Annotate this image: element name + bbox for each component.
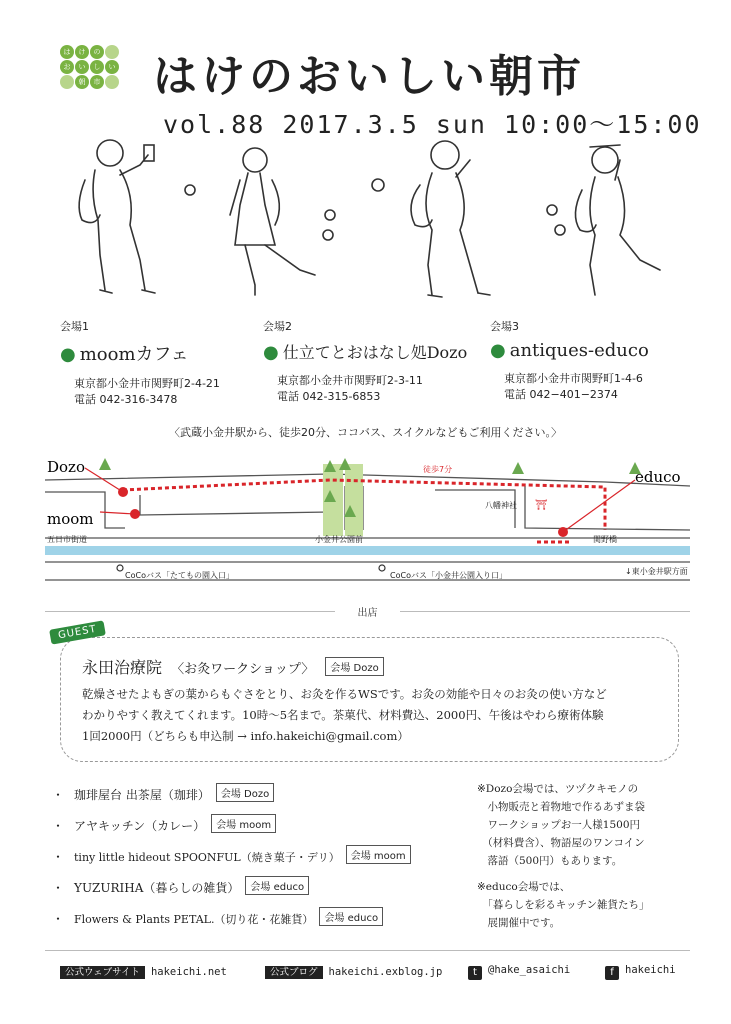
logo-dot: け bbox=[75, 45, 89, 59]
twitter-icon: t bbox=[468, 966, 482, 980]
bus-stop-icon bbox=[117, 565, 123, 571]
note-line: 展開催中です。 bbox=[477, 917, 561, 929]
map-label-street: 五日市街道 bbox=[47, 535, 87, 544]
event-dateline: vol.88 2017.3.5 sun 10:00～15:00 bbox=[163, 110, 702, 139]
venue-value: educo bbox=[347, 913, 379, 924]
guest-tag: GUEST bbox=[49, 620, 106, 644]
logo bbox=[60, 45, 130, 89]
venue-name-text: moomカフェ bbox=[79, 344, 189, 365]
blog-link[interactable]: hakeichi.exblog.jp bbox=[328, 966, 443, 978]
guest-description bbox=[82, 684, 672, 747]
venue-value: educo bbox=[273, 882, 305, 893]
guest-line: 乾燥させたよもぎの葉からもぐさをとり、お灸を作るWSです。お灸の効能や日々のお灸の使い方など bbox=[82, 687, 607, 701]
venue-label: 会場 bbox=[250, 882, 271, 893]
access-note: 〈武蔵小金井駅から、徒歩20分、ココバス、スイクルなどもご利用ください。〉 bbox=[168, 426, 563, 439]
bullet-icon: ● bbox=[60, 344, 76, 365]
map-label-shrine: 八幡神社 bbox=[485, 501, 517, 510]
vendor-name: Flowers & Plants PETAL.（切り花・花雑貨） bbox=[74, 913, 314, 926]
map-label-bridge: 関野橋 bbox=[593, 535, 617, 544]
venue-label: 会場3 bbox=[490, 320, 519, 333]
person-figure bbox=[79, 140, 155, 293]
logo-dot bbox=[105, 75, 119, 89]
vendor-venue-tag bbox=[346, 845, 411, 864]
venue-phone: 電話 042-315-6853 bbox=[277, 390, 381, 403]
venue-name bbox=[263, 340, 493, 363]
person-figure bbox=[575, 145, 660, 295]
footer-site bbox=[60, 964, 227, 978]
map-label-station: ↓東小金井駅方面 bbox=[625, 567, 688, 576]
map-label-bus2: CoCoバス「小金井公園入り口」 bbox=[390, 571, 507, 580]
note-line: （材料費含）、物語屋のワンコイン bbox=[477, 837, 645, 849]
shop-section-heading bbox=[45, 603, 690, 619]
guest-line: 1回2000円（どちらも申込制 → info.hakeichi@gmail.com） bbox=[82, 729, 409, 743]
venue-1 bbox=[60, 318, 290, 408]
venue-address: 東京都小金井市関野町2-3-11 bbox=[277, 374, 423, 387]
venue-label: 会場 bbox=[216, 820, 237, 831]
guest-name: 永田治療院 bbox=[82, 658, 163, 677]
vendor-list bbox=[52, 783, 472, 938]
river bbox=[45, 546, 690, 555]
note-line: ※Dozo会場では、ツヅクキモノの bbox=[477, 783, 639, 795]
footer-divider bbox=[45, 950, 690, 951]
venue-label: 会場2 bbox=[263, 320, 292, 333]
venue-label: 会場 bbox=[350, 851, 371, 862]
venue-label: 会場 bbox=[220, 789, 241, 800]
facebook-icon: f bbox=[605, 966, 619, 980]
park-area bbox=[345, 464, 363, 536]
footer bbox=[60, 964, 700, 982]
logo-dot bbox=[60, 75, 74, 89]
note-line: 落語（500円）もあります。 bbox=[477, 855, 623, 867]
map-label-educo: educo bbox=[635, 468, 681, 486]
map-label-park: 小金井公園前 bbox=[315, 535, 363, 544]
logo-dot: お bbox=[60, 60, 74, 74]
venue-label: 会場 bbox=[324, 913, 345, 924]
blog-label: 公式ブログ bbox=[265, 966, 323, 979]
venue-value: Dozo bbox=[244, 789, 270, 800]
venue-name-text: 仕立てとおはなし処Dozo bbox=[282, 343, 468, 362]
map-label-moom: moom bbox=[47, 510, 94, 528]
shop-heading-text: 出店 bbox=[357, 608, 378, 619]
note-line: ※educo会場では、 bbox=[477, 881, 571, 893]
twitter-link[interactable]: @hake_asaichi bbox=[488, 964, 571, 976]
vendor-item: ・ Flowers & Plants PETAL.（切り花・花雑貨） 会場 educo bbox=[52, 907, 472, 938]
walking-route bbox=[123, 480, 605, 530]
note-line: 小物販売と着物地で作るあずま袋 bbox=[477, 801, 645, 813]
venue-name bbox=[490, 340, 720, 361]
vendor-item: ・ YUZURIHA（暮らしの雑貨） 会場 educo bbox=[52, 876, 472, 907]
venue-notes bbox=[477, 780, 692, 932]
facebook-link[interactable]: hakeichi bbox=[625, 964, 676, 976]
venue-address: 東京都小金井市関野町2-4-21 bbox=[74, 377, 220, 390]
logo-dot: い bbox=[105, 60, 119, 74]
venue-name-text: antiques-educo bbox=[509, 340, 649, 361]
venue-label: 会場1 bbox=[60, 320, 89, 333]
vendor-item: ・ tiny little hideout SPOONFUL（焼き菓子・デリ） 会場 moom bbox=[52, 845, 472, 876]
vendor-venue-tag bbox=[319, 907, 383, 926]
people-illustration bbox=[60, 135, 680, 310]
vendor-venue-tag bbox=[216, 783, 274, 802]
vendor-name: YUZURIHA（暮らしの雑貨） bbox=[74, 881, 240, 895]
logo-dot: は bbox=[60, 45, 74, 59]
venue-value: Dozo bbox=[353, 663, 379, 674]
map-label-bus1: CoCoバス「たてもの園入口」 bbox=[125, 571, 234, 580]
person-figure bbox=[411, 141, 490, 297]
footer-facebook bbox=[605, 964, 676, 980]
vendor-item: ・ アヤキッチン（カレー） 会場 moom bbox=[52, 814, 472, 845]
bullet-icon: ● bbox=[490, 340, 506, 361]
vendor-venue-tag bbox=[245, 876, 309, 895]
logo-dot: し bbox=[90, 60, 104, 74]
person-figure bbox=[230, 148, 315, 295]
guest-line: わかりやすく教えてくれます。10時～5名まで。茶菓代、材料費込、2000円、午後はやわら療術体験 bbox=[82, 708, 604, 722]
bullet-icon: ● bbox=[263, 342, 279, 363]
access-map bbox=[45, 450, 690, 590]
logo-dot: 市 bbox=[90, 75, 104, 89]
note-line: 「暮らしを彩るキッチン雑貨たち」 bbox=[477, 899, 650, 911]
vendor-venue-tag bbox=[211, 814, 276, 833]
logo-dot bbox=[105, 45, 119, 59]
venue-value: moom bbox=[239, 820, 272, 831]
venue-name bbox=[60, 340, 290, 366]
map-label-walk: 徒歩7分 bbox=[423, 465, 453, 474]
site-label: 公式ウェブサイト bbox=[60, 966, 145, 979]
venue-phone: 電話 042-316-3478 bbox=[74, 393, 178, 406]
shrine-icon: ⛩ bbox=[535, 500, 548, 511]
vendor-item: ・ 珈琲屋台 出茶屋（珈琲） 会場 Dozo bbox=[52, 783, 472, 814]
venue-address: 東京都小金井市関野町1-4-6 bbox=[504, 372, 643, 385]
venue-phone: 電話 042−401−2374 bbox=[504, 388, 618, 401]
venue-value: moom bbox=[373, 851, 406, 862]
venue-2 bbox=[263, 318, 493, 405]
footer-twitter bbox=[468, 964, 570, 980]
vendor-name: 珈琲屋台 出茶屋（珈琲） bbox=[74, 788, 210, 802]
vendor-name: tiny little hideout SPOONFUL（焼き菓子・デリ） bbox=[74, 851, 340, 864]
vendor-name: アヤキッチン（カレー） bbox=[74, 819, 206, 833]
logo-dot: の bbox=[90, 45, 104, 59]
logo-dot: い bbox=[75, 60, 89, 74]
map-label-dozo: Dozo bbox=[47, 458, 85, 476]
venue-label: 会場 bbox=[330, 663, 351, 674]
page-title: はけのおいしい朝市 bbox=[153, 51, 585, 102]
footer-blog bbox=[265, 964, 442, 978]
guest-venue-tag bbox=[325, 657, 383, 676]
logo-dot: 朝 bbox=[75, 75, 89, 89]
bus-stop-icon bbox=[379, 565, 385, 571]
guest-title bbox=[82, 655, 384, 678]
guest-subtitle: 〈お灸ワークショップ〉 bbox=[171, 662, 315, 677]
site-link[interactable]: hakeichi.net bbox=[150, 966, 227, 978]
note-line: ワークショップお一人様1500円 bbox=[477, 819, 641, 831]
venue-3 bbox=[490, 318, 720, 403]
